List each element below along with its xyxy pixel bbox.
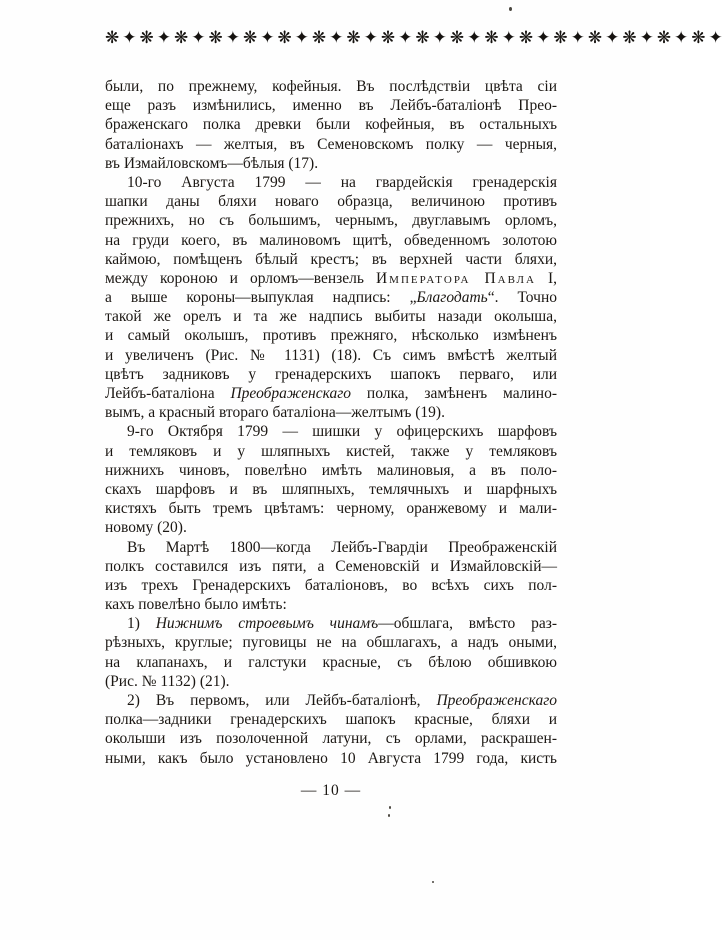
text-line: [105, 518, 557, 537]
text-line: [105, 192, 557, 211]
body-text: 10-го Августа 1799 — на гвардейскія гренадерскія: [127, 173, 557, 191]
text-line: [105, 499, 557, 518]
text-line: [105, 326, 557, 345]
text-line: [105, 307, 557, 326]
text-line: [105, 576, 557, 595]
text-line: [105, 442, 557, 461]
body-text: браженскаго полка древки были кофейныя, въ остальныхъ: [105, 116, 557, 134]
body-text: и темляковъ и у шляпныхъ кистей, также у темляковъ: [105, 442, 557, 460]
text-line: [105, 749, 557, 768]
text-line: [105, 231, 557, 250]
body-text: полка—задники гренадерскихъ шапокъ красные, бляхи и: [105, 711, 557, 729]
text-line: [105, 710, 557, 729]
body-text: прежнихъ, но съ большимъ, чернымъ, двуглавымъ орломъ,: [105, 212, 557, 230]
scan-speck: [432, 881, 434, 883]
body-text: а выше короны—выпуклая надпись: „: [105, 289, 417, 307]
scan-speck: [389, 806, 391, 809]
text-block: [105, 77, 557, 768]
text-line: [105, 135, 557, 154]
text-line: [105, 288, 557, 307]
text-line: [105, 672, 557, 691]
italic-text: Нижнимъ строевымъ чинамъ: [155, 615, 379, 633]
body-text: ными, какъ было установлено 10 Августа 1799 года, кисть: [105, 749, 557, 767]
body-text: 2) Въ первомъ, или Лейбъ-баталіонѣ,: [127, 692, 437, 709]
body-text: околыши изъ позолоченной латуни, съ орлами, раскрашен-: [105, 730, 557, 748]
text-line: [105, 422, 557, 441]
body-text: “. Точно: [487, 289, 557, 307]
body-text: и самый околышъ, противъ прежняго, нѣсколько измѣненъ: [105, 327, 557, 345]
text-line: [105, 269, 557, 288]
body-text: цвѣтъ задниковъ у гренадерскихъ шапокъ перваго, или: [105, 365, 557, 383]
body-text: такой же орелъ и та же надпись выбиты назади околыша,: [105, 308, 557, 326]
body-text: Лейбъ-баталіона: [105, 385, 231, 402]
body-text: баталіонахъ — желтыя, въ Семеновскомъ полку — черныя,: [105, 135, 557, 153]
body-text: въ Измайловскомъ—бѣлыя (17).: [105, 154, 319, 172]
text-line: [105, 77, 557, 96]
text-line: [105, 614, 557, 633]
text-line: [105, 346, 557, 365]
body-text: между короною и орломъ—вензель: [105, 269, 376, 287]
body-text: Въ Мартѣ 1800—когда Лейбъ-Гвардіи Преображенскій: [127, 538, 557, 556]
body-text: и увеличенъ (Рис. № 1131) (18). Съ симъ вмѣстѣ желтый: [105, 346, 557, 364]
body-text: изъ трехъ Гренадерскихъ баталіоновъ, во всѣхъ сихъ пол-: [105, 576, 557, 594]
text-line: [105, 154, 557, 173]
scan-speck: [509, 7, 512, 11]
body-text: шапки даны бляхи новаго образца, величиною противъ: [105, 193, 557, 211]
body-text: нижнихъ чиновъ, повелѣно имѣть малиновыя, а въ поло-: [105, 461, 557, 479]
body-text: вымъ, а красный втораго баталіона—желтымъ (19).: [105, 404, 445, 422]
scan-speck: [388, 814, 390, 817]
italic-text: Благодать: [416, 289, 488, 307]
text-line: [105, 729, 557, 748]
body-text: 9-го Октября 1799 — шишки у офицерскихъ шарфовъ: [127, 423, 557, 441]
page-number: — 10 —: [300, 782, 362, 799]
body-text: полкъ составился изъ пяти, а Семеновскій и Измайловскій—: [105, 557, 557, 575]
italic-text: Преображенскаго: [230, 385, 352, 402]
text-line: [105, 480, 557, 499]
body-text: —обшлага, вмѣсто раз-: [378, 615, 557, 633]
ornament-border: ❋✦❋✦❋✦❋✦❋✦❋✦❋✦❋✦❋✦❋✦❋✦❋✦❋✦❋✦❋✦❋✦❋✦❋✦: [105, 28, 726, 48]
body-text: кахъ повелѣно было имѣть:: [105, 596, 287, 614]
text-line: [105, 384, 557, 403]
text-line: [105, 115, 557, 134]
body-text: скахъ шарфовъ и въ шляпныхъ, темлячныхъ и шарфныхъ: [105, 480, 557, 498]
text-line: [105, 653, 557, 672]
text-line: [105, 557, 557, 576]
body-text: были, по прежнему, кофейныя. Въ послѣдствіи цвѣта сіи: [105, 78, 557, 95]
body-text: (Рис. № 1132) (21).: [105, 672, 230, 690]
text-line: [105, 403, 557, 422]
text-line: [105, 538, 557, 557]
body-text: рѣзныхъ, круглые; пуговицы не на обшлагахъ, а надъ оными,: [105, 634, 557, 652]
body-text: на груди коего, въ малиновомъ щитѣ, обведенномъ золотою: [105, 231, 557, 249]
text-line: [105, 595, 557, 614]
body-text: кистяхъ быть тремъ цвѣтамъ: черному, оранжевому и мали-: [105, 500, 557, 518]
body-text: каймою, помѣщенъ бѣлый крестъ; въ верхней части бляхи,: [105, 250, 557, 268]
text-line: [105, 96, 557, 115]
text-line: [105, 633, 557, 652]
body-text: полка, замѣненъ малино-: [351, 385, 557, 402]
italic-text: Преображенскаго: [436, 692, 557, 709]
body-text: еще разъ измѣнились, именно въ Лейбъ-баталіонѣ Прео-: [105, 97, 557, 115]
body-text: I,: [535, 269, 557, 287]
body-text: 1): [127, 615, 156, 633]
text-line: [105, 250, 557, 269]
text-line: [105, 691, 557, 710]
smallcaps-text: Императора Павла: [375, 269, 536, 287]
body-text: на клапанахъ, и галстуки красные, съ бѣлою обшивкою: [105, 653, 557, 671]
text-line: [105, 365, 557, 384]
text-line: [105, 173, 557, 192]
text-line: [105, 461, 557, 480]
body-text: новому (20).: [105, 519, 187, 537]
text-line: [105, 211, 557, 230]
